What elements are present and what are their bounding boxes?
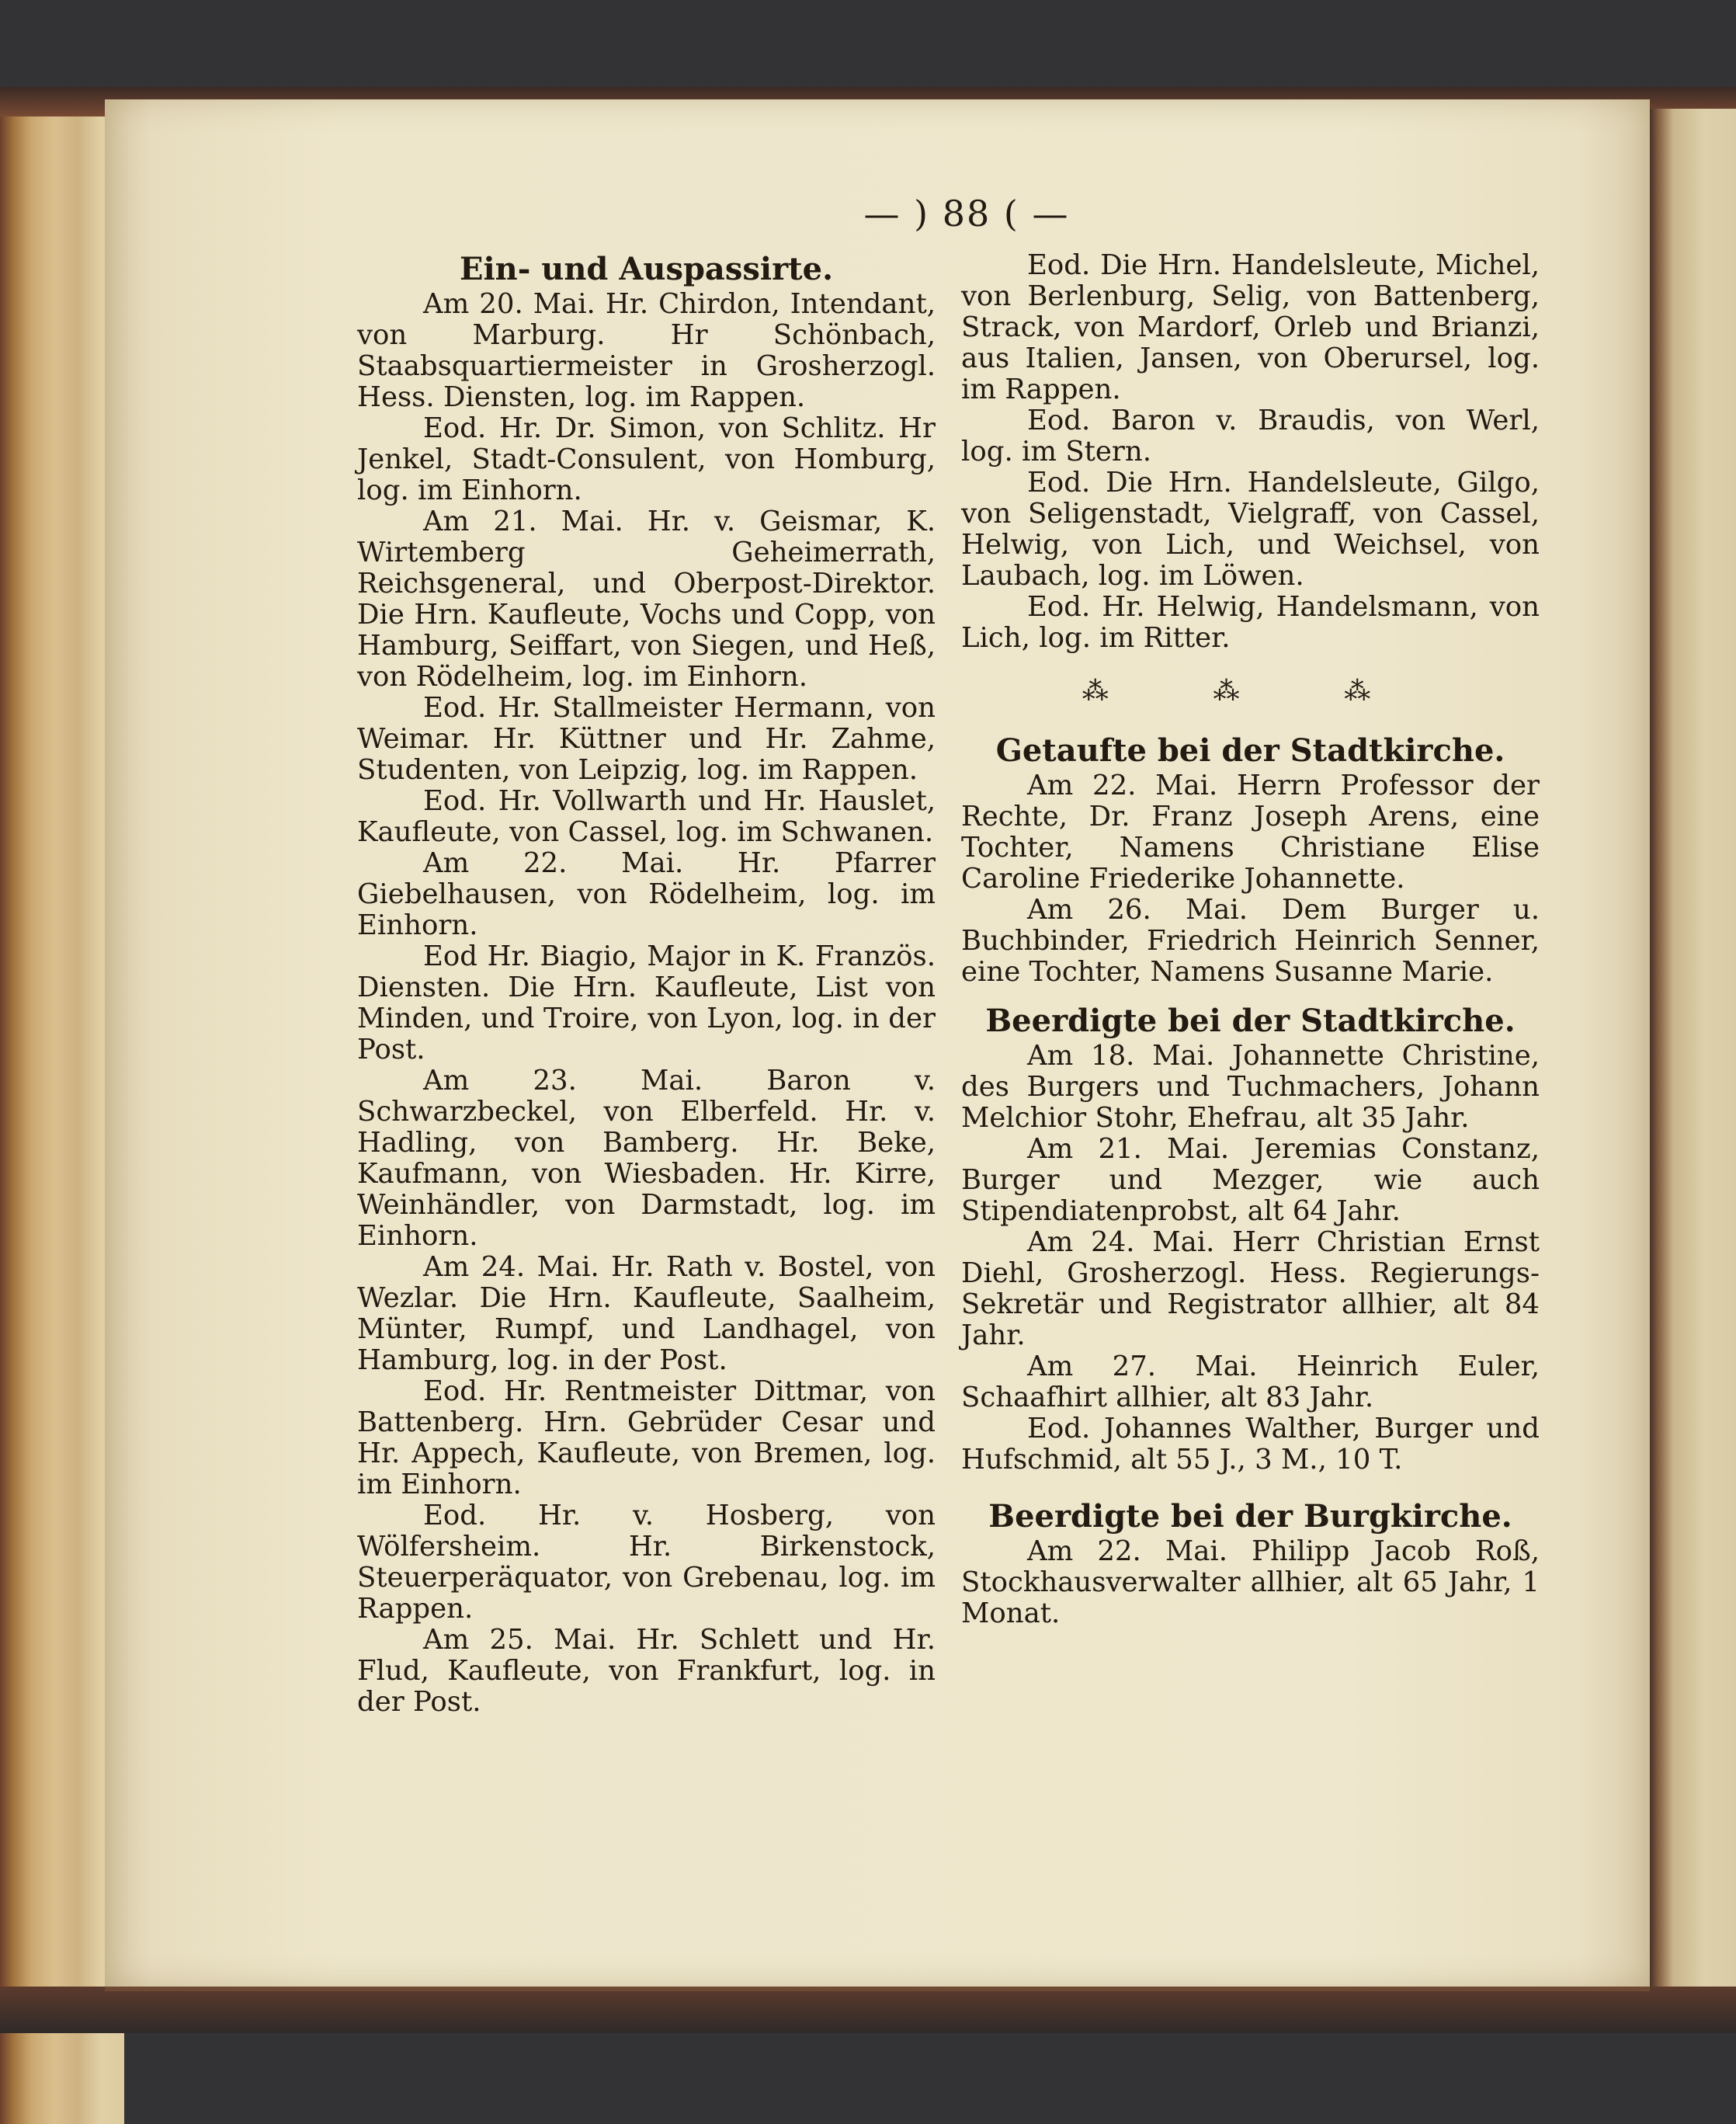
- entry-text: Eod Hr. Biagio, Major in K. Französ. Diensten. Die Hrn. Kaufleute, List von Minden, und Troire, von Lyon, log. in der Post.: [357, 940, 936, 1065]
- left-column: [357, 250, 936, 1718]
- entry-text: Eod. Baron v. Braudis, von Werl, log. im Stern.: [961, 405, 1540, 468]
- entry-text: Am 21. Mai. Hr. v. Geismar, K. Wirtemberg Geheimerrath, Reichsgeneral, und Oberpost-Direktor. Die Hrn. Kaufleute, Vochs und Copp, von Hamburg, Seiffart, von Siegen, und Heß, von Rödelheim, log. im Einhorn.: [357, 506, 936, 693]
- entry-text: Am 27. Mai. Heinrich Euler, Schaafhirt allhier, alt 83 Jahr.: [961, 1351, 1540, 1413]
- entry-text: Eod. Hr. Helwig, Handelsmann, von Lich, log. im Ritter.: [961, 591, 1540, 654]
- entry-text: Am 23. Mai. Baron v. Schwarzbeckel, von Elberfeld. Hr. v. Hadling, von Bamberg. Hr. Beke, Kaufmann, von Wiesbaden. Hr. Kirre, Weinhändler, von Darmstadt, log. im Einhorn.: [357, 1065, 936, 1252]
- entry-text: Eod. Hr. v. Hosberg, von Wölfersheim. Hr. Birkenstock, Steuerperäquator, von Grebenau, log. im Rappen.: [357, 1500, 936, 1625]
- entry-text: Eod. Die Hrn. Handelsleute, Gilgo, von Seligenstadt, Vielgraff, von Cassel, Helwig, von Lich, und Weichsel, von Laubach, log. im Löwen.: [961, 467, 1540, 592]
- entry-text: Eod. Johannes Walther, Burger und Hufschmid, alt 55 J., 3 M., 10 T.: [961, 1413, 1540, 1476]
- entry-text: Am 22. Mai. Herrn Professor der Rechte, Dr. Franz Joseph Arens, eine Tochter, Namens Christiane Elise Caroline Friederike Johannette.: [961, 770, 1540, 895]
- entry-text: Eod. Hr. Dr. Simon, von Schlitz. Hr Jenkel, Stadt-Consulent, von Homburg, log. im Einhorn.: [357, 412, 936, 506]
- page-number-header: — ) 88 ( —: [863, 193, 1070, 235]
- entry-text: Eod. Hr. Stallmeister Hermann, von Weimar. Hr. Küttner und Hr. Zahme, Studenten, von Leipzig, log. im Rappen.: [357, 692, 936, 786]
- entry-text: Am 24. Mai. Hr. Rath v. Bostel, von Wezlar. Die Hrn. Kaufleute, Saalheim, Münter, Rumpf, und Landhagel, von Hamburg, log. in der Post.: [357, 1251, 936, 1376]
- entry-text: Am 20. Mai. Hr. Chirdon, Intendant, von Marburg. Hr Schönbach, Staabsquartiermeister in Grosherzogl. Hess. Diensten, log. im Rappen.: [357, 288, 936, 413]
- entry-text: Am 26. Mai. Dem Burger u. Buchbinder, Friedrich Heinrich Senner, eine Tochter, Namens Susanne Marie.: [961, 894, 1540, 988]
- ornament-separator: ⁂ ⁂ ⁂: [1082, 676, 1419, 707]
- right-column: [961, 250, 1540, 1629]
- entry-text: Am 22. Mai. Philipp Jacob Roß, Stockhausverwalter allhier, alt 65 Jahr, 1 Monat.: [961, 1535, 1540, 1629]
- entry-text: Am 22. Mai. Hr. Pfarrer Giebelhausen, von Rödelheim, log. im Einhorn.: [357, 847, 936, 941]
- section-title-passengers: Ein- und Auspassirte.: [459, 251, 834, 287]
- entry-text: Am 24. Mai. Herr Christian Ernst Diehl, Grosherzogl. Hess. Regierungs-Sekretär und Registrator allhier, alt 84 Jahr.: [961, 1226, 1540, 1351]
- entry-text: Am 25. Mai. Hr. Schlett und Hr. Flud, Kaufleute, von Frankfurt, log. in der Post.: [357, 1624, 936, 1718]
- entry-text: Am 21. Mai. Jeremias Constanz, Burger und Mezger, wie auch Stipendiatenprobst, alt 64 Jahr.: [961, 1133, 1540, 1227]
- section-title-baptisms: Getaufte bei der Stadtkirche.: [995, 732, 1505, 769]
- entry-text: Eod. Hr. Vollwarth und Hr. Hauslet, Kaufleute, von Cassel, log. im Schwanen.: [357, 785, 936, 848]
- book-page-stack-right: [1650, 109, 1736, 1988]
- section-title-burials-burgkirche: Beerdigte bei der Burgkirche.: [988, 1498, 1512, 1535]
- section-title-burials-stadtkirche: Beerdigte bei der Stadtkirche.: [985, 1003, 1516, 1039]
- book-bottom-edge: [0, 1987, 1736, 2033]
- entry-text: Am 18. Mai. Johannette Christine, des Burgers und Tuchmachers, Johann Melchior Stohr, Ehefrau, alt 35 Jahr.: [961, 1040, 1540, 1134]
- entry-text: Eod. Hr. Rentmeister Dittmar, von Battenberg. Hrn. Gebrüder Cesar und Hr. Appech, Kaufleute, von Bremen, log. im Einhorn.: [357, 1375, 936, 1500]
- entry-text: Eod. Die Hrn. Handelsleute, Michel, von Berlenburg, Selig, von Battenberg, Strack, von Mardorf, Orleb und Brianzi, aus Italien, Jansen, von Oberursel, log. im Rappen.: [961, 249, 1540, 405]
